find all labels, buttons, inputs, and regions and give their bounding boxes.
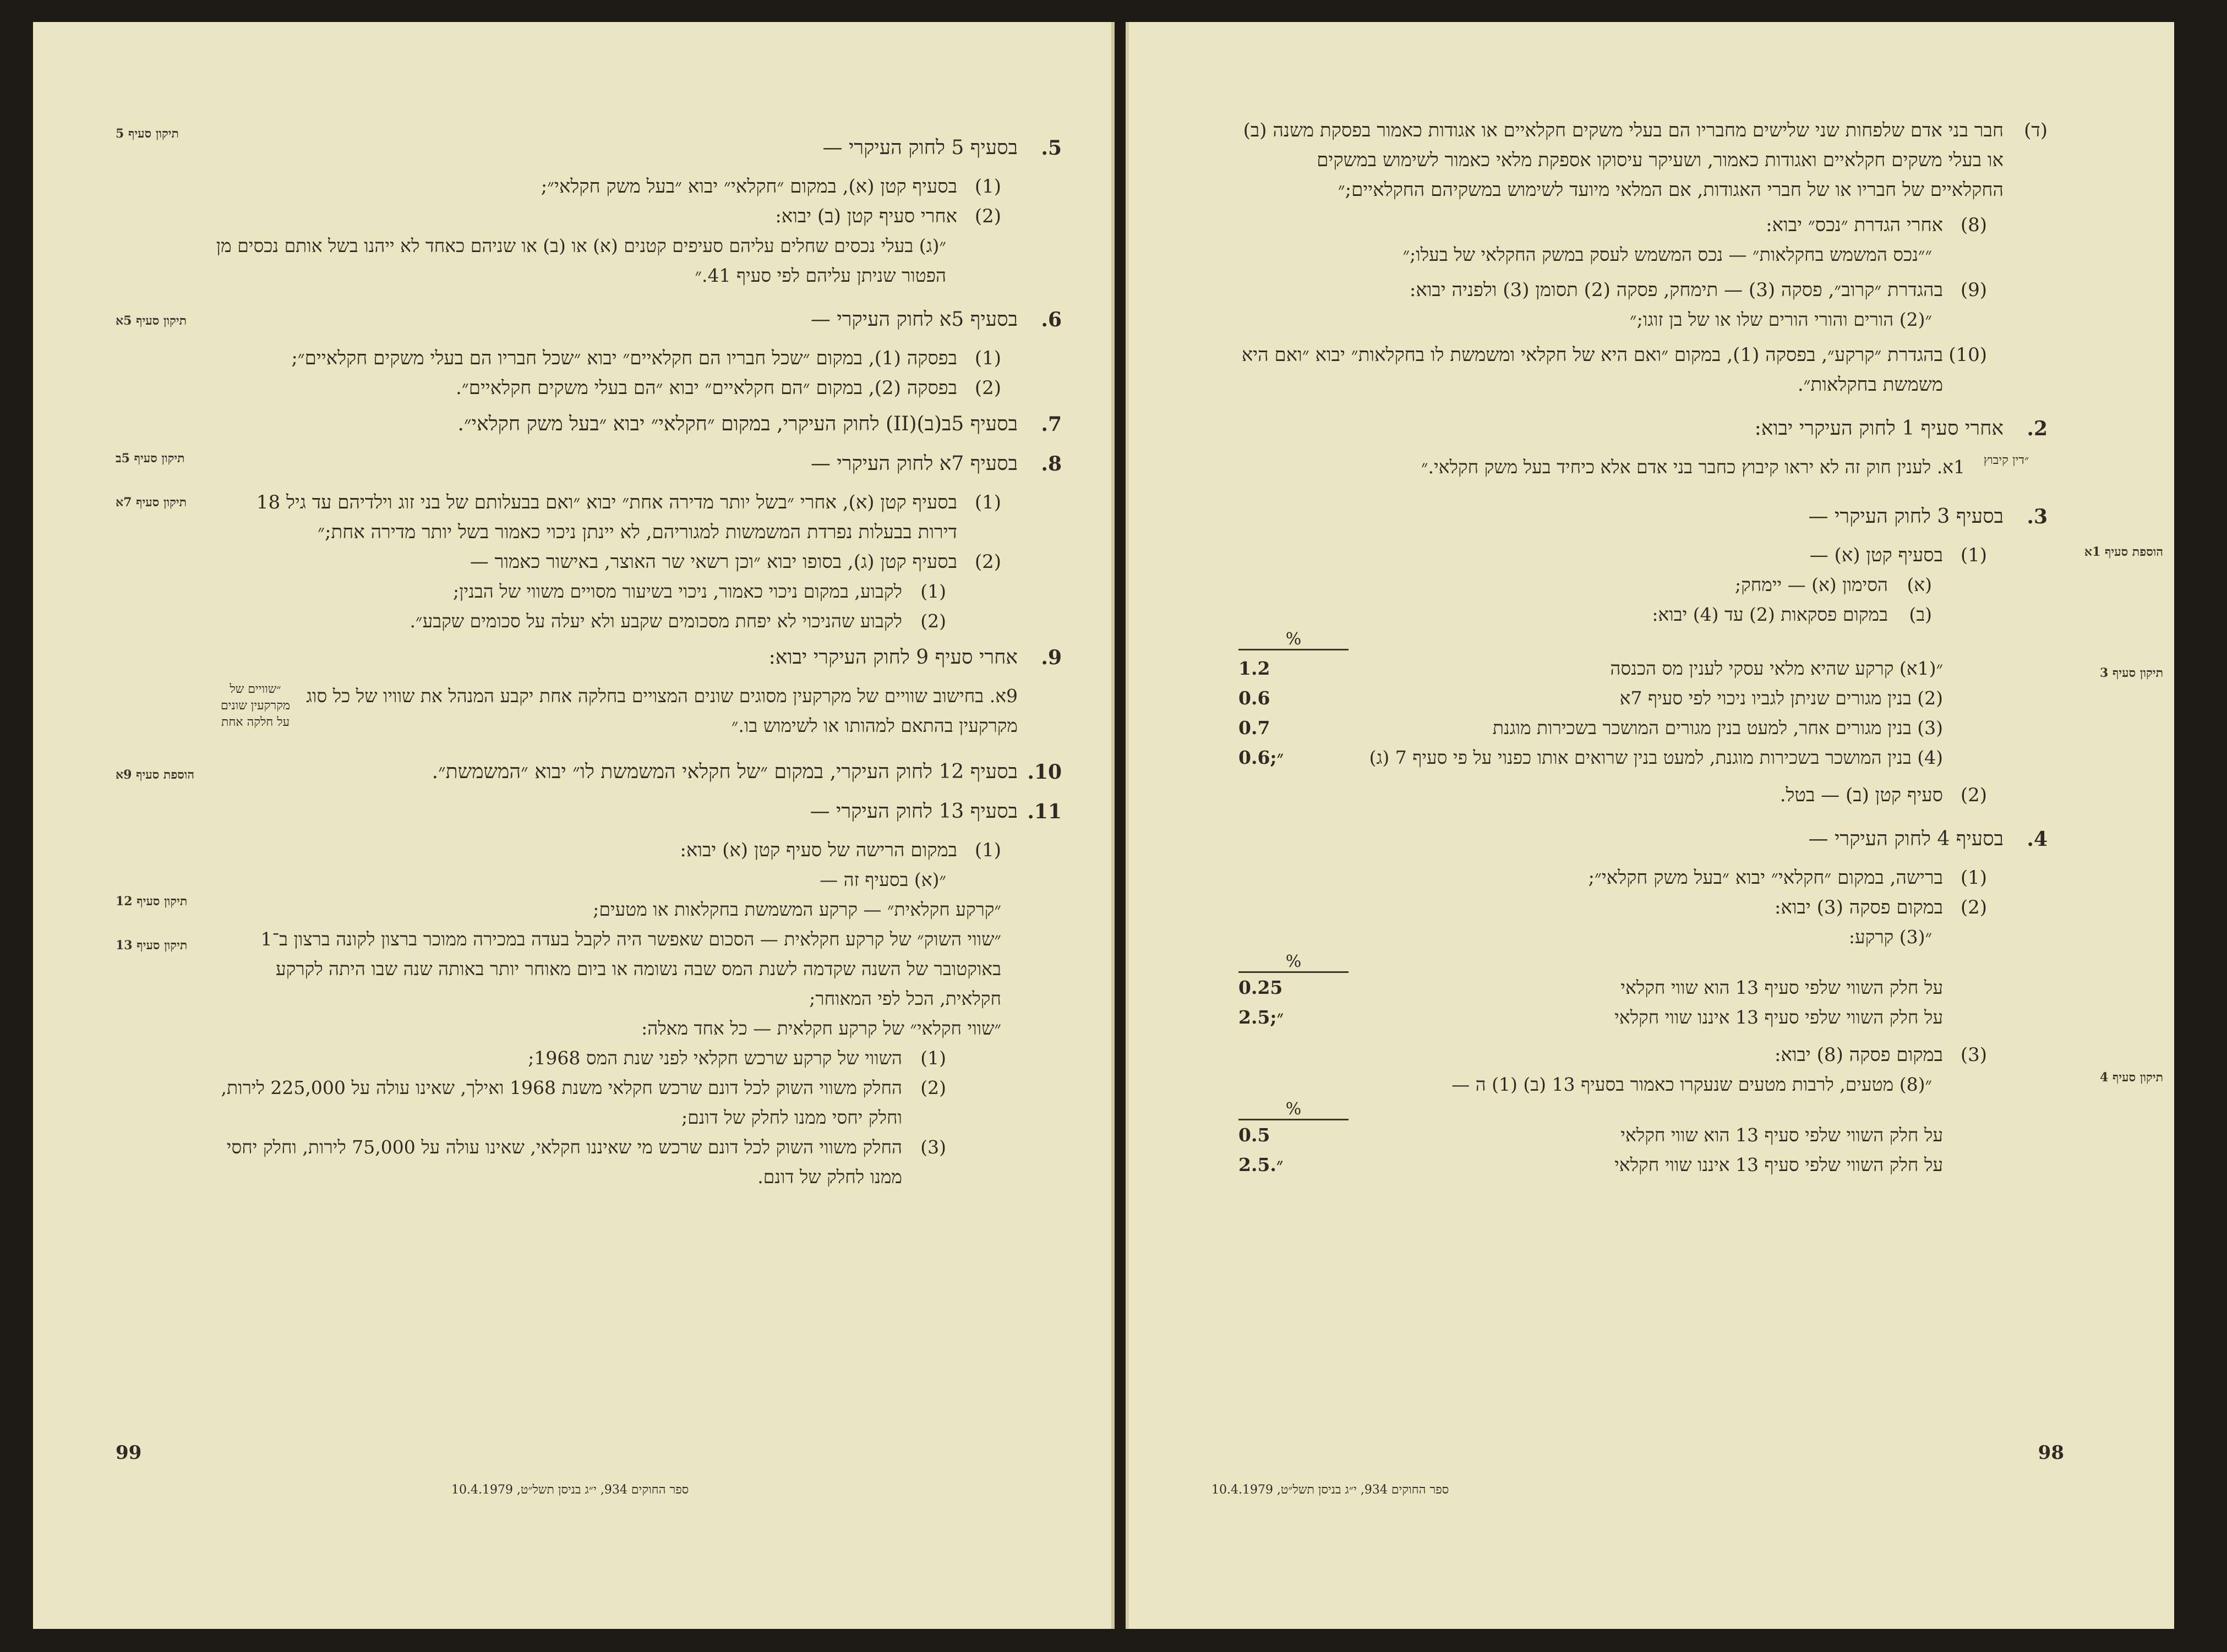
- section-6: [214, 304, 1062, 336]
- percent-header: %: [1238, 630, 1349, 650]
- rate-description: על חלק השווי שלפי סעיף 13 הוא שווי חקלאי: [1620, 1124, 1943, 1146]
- paragraph: [1238, 780, 1987, 810]
- rate-row: [1238, 654, 2048, 683]
- rate-table: [1238, 1120, 2048, 1180]
- rate-header: [1238, 630, 2048, 654]
- paragraph: [1238, 540, 1987, 570]
- sub-paragraph: [214, 1133, 946, 1192]
- paragraph-label: (2): [974, 551, 1001, 573]
- section-11: [214, 796, 1062, 828]
- paragraph: [214, 488, 1001, 547]
- margin-notes-right: [2042, 22, 2163, 1629]
- rate-row: [1238, 1003, 2048, 1032]
- paragraph: [214, 201, 1001, 231]
- sub-paragraph-label: (3): [920, 1136, 946, 1158]
- paragraph: [214, 343, 1001, 373]
- paragraph-text: במקום הרישה של סעיף קטן (א) יבוא:: [680, 839, 957, 861]
- section-heading: בסעיף 7א לחוק העיקרי —: [810, 452, 1018, 475]
- sub-paragraph-label: (2): [920, 1077, 946, 1098]
- sub-paragraph-text: החלק משווי השוק לכל דונם שרכש חקלאי משנת 1968 ואילך, שאינו עולה על 225,000 לירות, וחלק יחסי ממנו לחלק של דונם;: [221, 1077, 902, 1128]
- paragraph-label: (1): [974, 347, 1001, 369]
- quoted-text: ״(ג) בעלי נכסים שחלים עליהם סעיפים קטנים (א) או (ב) או שניהם כאחד לא ייהנו בשל אותם נכסים מן הפטור שניתן עליהם לפי סעיף 41.״: [216, 235, 946, 286]
- section-number: 2.: [2027, 417, 2048, 440]
- rate-table: [1238, 654, 2048, 773]
- paragraph: [1238, 116, 2048, 205]
- rate-value: 0.6: [1238, 687, 1270, 709]
- paragraph-label: (9): [1960, 279, 1987, 301]
- section-heading: בסעיף 5ב(ב)(II) לחוק העיקרי, במקום ״חקלאי״ יבוא ״בעל משק חקלאי״.: [457, 413, 1018, 435]
- section-number: 11.: [1027, 800, 1062, 823]
- margin-note: תיקון סעיף 13: [116, 938, 188, 953]
- quoted-text: 9א. בחישוב שוויים של מקרקעין מסוגים שונים המצויים בחלקה אחת יקבע המנהל את שוויו של כל סוג מקרקעין בהתאם למהותו או לשימוש בו.״: [306, 685, 1018, 736]
- section-5: [214, 132, 1062, 164]
- section-heading: אחרי סעיף 9 לחוק העיקרי יבוא:: [768, 646, 1018, 669]
- page-99-body: [214, 132, 1062, 1192]
- sub-paragraph-label: (2): [920, 610, 946, 632]
- definition: ״שווי השוק״ של קרקע חקלאית — הסכום שאפשר היה לקבל בעדה במכירה ממוכר ברצון לקונה ברצון ב־1 באוקטובר של השנה שקדמה לשנת המס שבה נשומה או ביום מאוחר יותר באותה שנה שבו היתה לקרקע חקלאית, הכל לפי המאוחר;: [260, 928, 1001, 1009]
- margin-note: תיקון סעיף 5: [116, 127, 179, 141]
- definition: ״קרקע חקלאית״ — קרקע המשמשת בחקלאות או מטעים;: [593, 899, 1001, 920]
- quoted-text: 1א. לענין חוק זה לא יראו קיבוץ כחבר בני אדם אלא כיחיד בעל משק חקלאי.״: [1421, 456, 1965, 478]
- rate-table: [1238, 973, 2048, 1032]
- sub-paragraph-text: לקבוע שהניכוי לא יפחת מסכומים שקבע ולא יעלה על סכומים שקבע״.: [410, 610, 902, 632]
- section-number: 7.: [1041, 413, 1062, 436]
- percent-header: %: [1238, 952, 1349, 973]
- paragraph-label: (3): [1960, 1044, 1987, 1066]
- page-number: 98: [2038, 1442, 2064, 1464]
- sub-paragraph-text: במקום פסקאות (2) עד (4) יבוא:: [1652, 604, 1888, 625]
- side-caption: ״שוויים של מקרקעין שונים על חלקה אחת: [220, 682, 291, 729]
- paragraph-label: (2): [974, 205, 1001, 227]
- section-8: [214, 448, 1062, 480]
- rate-description: על חלק השווי שלפי סעיף 13 הוא שווי חקלאי: [1620, 977, 1943, 998]
- section-heading: בסעיף 12 לחוק העיקרי, במקום ״של חקלאי המשמשת לו״ יבוא ״המשמשת״.: [432, 761, 1018, 783]
- paragraph-text: ברישה, במקום ״חקלאי״ יבוא ״בעל משק חקלאי״;: [1588, 867, 1943, 889]
- section-10: [214, 756, 1062, 788]
- paragraph-text: אחרי סעיף קטן (ב) יבוא:: [775, 205, 957, 227]
- paragraph-text: בהגדרת ״קרקע״, בפסקה (1), במקום ״ואם היא של חקלאי ומשמשת לו בחקלאות״ יבוא ״ואם היא משמשת בחקלאות״.: [1241, 344, 1943, 396]
- paragraph-text: בסעיף קטן (א) —: [1809, 544, 1943, 566]
- paragraph-text: בהגדרת ״קרוב״, פסקה (3) — תימחק, פסקה (2) תסומן (3) ולפניה יבוא:: [1409, 279, 1943, 301]
- rate-description: על חלק השווי שלפי סעיף 13 איננו שווי חקלאי: [1614, 1154, 1943, 1175]
- paragraph-text: בסעיף קטן (א), במקום ״חקלאי״ יבוא ״בעל משק חקלאי״;: [541, 176, 957, 198]
- section-heading: בסעיף 5 לחוק העיקרי —: [822, 136, 1018, 159]
- paragraph-text: בסעיף קטן (ג), בסופו יבוא ״וכן רשאי שר האוצר, באישור כאמור —: [470, 551, 957, 573]
- percent-header: %: [1238, 1099, 1349, 1120]
- page-footer: ספר החוקים 934, י״ג בניסן תשל״ט, 10.4.1979: [451, 1483, 689, 1497]
- paragraph-text: חבר בני אדם שלפחות שני שלישים מחבריו הם בעלי משקים חקלאיים או אגודות כאמור בפסקת משנה (ב) או בעלי משקים חקלאיים ואגודות כאמור, ושעיקר עיסוקו אספקת מלאי כאמור לשימוש במשקים החקלאיים של חבריו או של חברי האגודות, אם המלאי מיועד לשימוש במשקיהם החקלאיים;״: [1243, 119, 2004, 201]
- section-heading: בסעיף 4 לחוק העיקרי —: [1808, 828, 2004, 850]
- sub-paragraph: [214, 577, 946, 606]
- page-number: 99: [116, 1442, 142, 1464]
- rate-value: 1.2: [1238, 658, 1270, 679]
- quoted-text: ״(2) הורים והורי הורים שלו או של בן זוגו;״: [1630, 309, 1932, 330]
- page-footer: ספר החוקים 934, י״ג בניסן תשל״ט, 10.4.1979: [1211, 1483, 1449, 1497]
- margin-note: תיקון סעיף 3: [2100, 666, 2163, 680]
- section-heading: בסעיף 13 לחוק העיקרי —: [810, 800, 1018, 823]
- paragraph: [1238, 863, 1987, 893]
- paragraph: [214, 547, 1001, 577]
- section-heading: אחרי סעיף 1 לחוק העיקרי יבוא:: [1754, 417, 2004, 440]
- sub-paragraph-label: (א): [1907, 574, 1932, 595]
- section-9: [214, 642, 1062, 674]
- paragraph-label: (1): [974, 491, 1001, 513]
- sub-paragraph: [1238, 600, 1932, 630]
- section-heading: בסעיף 5א לחוק העיקרי —: [810, 308, 1018, 331]
- margin-note: תיקון סעיף 4: [2100, 1070, 2163, 1085]
- rate-value: 2.5.״: [1238, 1154, 1284, 1175]
- rate-row: [1238, 683, 2048, 713]
- sub-paragraph: [214, 606, 946, 636]
- paragraph-label: (1): [974, 176, 1001, 198]
- sub-paragraph-text: החלק משווי השוק לכל דונם שרכש מי שאיננו חקלאי, שאינו עולה על 75,000 לירות, וחלק יחסי ממנו לחלק של דונם.: [226, 1136, 902, 1188]
- rate-row: [1238, 1150, 2048, 1180]
- paragraph: [1238, 1040, 1987, 1070]
- sub-paragraph-label: (1): [920, 581, 946, 602]
- section-number: 8.: [1041, 452, 1062, 475]
- definition: ״שווי חקלאי״ של קרקע חקלאית — כל אחד מאלה:: [641, 1018, 1001, 1039]
- paragraph-label: (1): [1960, 544, 1987, 566]
- sub-paragraph-text: השווי של קרקע שרכש חקלאי לפני שנת המס 1968;: [528, 1047, 902, 1069]
- rate-description: ״(1א) קרקע שהיא מלאי עסקי לענין מס הכנסה: [1610, 658, 1943, 679]
- paragraph-text: במקום פסקה (8) יבוא:: [1774, 1044, 1943, 1066]
- margin-note: תיקון סעיף 7א: [116, 495, 187, 510]
- quoted-text: ״(א) בסעיף זה —: [820, 869, 946, 890]
- paragraph: [1238, 210, 1987, 240]
- booklet-spread: [33, 22, 2174, 1629]
- rate-header: [1238, 952, 2048, 973]
- paragraph-text: בפסקה (1), במקום ״שכל חבריו הם חקלאיים״ יבוא ״שכל חבריו הם בעלי משקים חקלאיים״;: [291, 347, 957, 369]
- rate-row: [1238, 743, 2048, 773]
- paragraph-text: אחרי הגדרת ״נכס״ יבוא:: [1766, 214, 1943, 236]
- page-99: [33, 22, 1115, 1629]
- paragraph-label: (1): [974, 839, 1001, 861]
- paragraph-label: (2): [1960, 896, 1987, 918]
- rate-value: 0.25: [1238, 977, 1283, 998]
- margin-note: תיקון סעיף 12: [116, 894, 188, 909]
- section-7: [214, 408, 1062, 440]
- rate-description: על חלק השווי שלפי סעיף 13 איננו שווי חקלאי: [1614, 1006, 1943, 1028]
- rate-row: [1238, 713, 2048, 743]
- paragraph-label: (2): [974, 377, 1001, 399]
- side-caption: ״דין קיבוץ: [1983, 453, 2029, 467]
- page-98: [1126, 22, 2174, 1629]
- rate-value: 0.5: [1238, 1124, 1270, 1146]
- quoted-text: ״(3) קרקע:: [1848, 926, 1932, 948]
- paragraph: [1238, 340, 1987, 400]
- paragraph: [214, 172, 1001, 201]
- paragraph-label: (1): [1960, 867, 1987, 889]
- paragraph-label: (2): [1960, 784, 1987, 806]
- sub-paragraph-text: לקבוע, במקום ניכוי כאמור, ניכוי בשיעור מסויים משווי של הבנין;: [452, 581, 902, 602]
- section-heading: בסעיף 3 לחוק העיקרי —: [1808, 505, 2004, 528]
- margin-note: תיקון סעיף 5א: [116, 314, 187, 328]
- inserted-section-1a: [1238, 452, 2048, 488]
- margin-note: הוספת סעיף 9א: [116, 768, 195, 782]
- section-number: 10.: [1027, 761, 1062, 784]
- rate-description: (3) בנין מגורים אחר, למעט בנין מגורים המושכר בשכירות מוגנת: [1492, 717, 1943, 739]
- sub-paragraph: [1238, 570, 1932, 600]
- sub-paragraph: [214, 1043, 946, 1073]
- margin-note: הוספת סעיף 1א: [2084, 545, 2163, 559]
- paragraph-label: (ד): [2024, 119, 2048, 141]
- rate-description: (2) בנין מגורים שניתן לגביו ניכוי לפי סעיף 7א: [1619, 687, 1943, 709]
- section-number: 3.: [2027, 505, 2048, 528]
- section-number: 5.: [1041, 136, 1062, 160]
- rate-value: 2.5;״: [1238, 1006, 1284, 1028]
- sub-paragraph: [214, 1073, 946, 1133]
- paragraph: [1238, 275, 1987, 305]
- rate-value: 0.6;״: [1238, 747, 1284, 768]
- rate-description: (4) בנין המושכר בשכירות מוגנת, למעט בנין שרואים אותו כפנוי על פי סעיף 7 (ג): [1369, 747, 1943, 768]
- paragraph-text: במקום פסקה (3) יבוא:: [1774, 896, 1943, 918]
- section-number: 6.: [1041, 308, 1062, 331]
- section-number: 9.: [1041, 646, 1062, 669]
- rate-header: [1238, 1099, 2048, 1120]
- rate-row: [1238, 1120, 2048, 1150]
- paragraph: [214, 373, 1001, 403]
- quoted-text: ״(8) מטעים, לרבות מטעים שנעקרו כאמור בסעיף 13 (ב) (1) ה —: [1451, 1074, 1932, 1095]
- margin-note: תיקון סעיף 5ב: [116, 451, 185, 466]
- page-98-body: [1238, 116, 2048, 1180]
- section-number: 4.: [2027, 828, 2048, 851]
- paragraph: [1238, 893, 1987, 922]
- sub-paragraph-text: הסימון (א) — יימחק;: [1734, 574, 1888, 595]
- quoted-text: ״״נכס המשמש בחקלאות״ — נכס המשמש לעסק במשק החקלאי של בעלו;״: [1402, 244, 1932, 265]
- paragraph-text: בסעיף קטן (א), אחרי ״בשל יותר מדירה אחת״ יבוא ״ואם בבעלותם של בני זוג וילדיהם עד גיל 18 דירות בבעלות נפרדת המשמשות למגוריהם, לא יינתן ניכוי כאמור בשל יותר מדירה אחת;״: [256, 491, 957, 543]
- section-3: [1238, 501, 2048, 533]
- sub-paragraph-label: (1): [920, 1047, 946, 1069]
- paragraph-label: (8): [1960, 214, 1987, 236]
- inserted-section-9a: [214, 681, 1062, 746]
- paragraph-text: בפסקה (2), במקום ״הם חקלאיים״ יבוא ״הם בעלי משקים חקלאיים״.: [456, 377, 957, 399]
- rate-row: [1238, 973, 2048, 1003]
- rate-value: 0.7: [1238, 717, 1270, 739]
- paragraph-label: (10): [1948, 344, 1987, 366]
- paragraph-text: סעיף קטן (ב) — בטל.: [1780, 784, 1943, 806]
- sub-paragraph-label: (ב): [1909, 604, 1932, 625]
- section-4: [1238, 823, 2048, 855]
- paragraph: [214, 835, 1001, 865]
- section-2: [1238, 413, 2048, 445]
